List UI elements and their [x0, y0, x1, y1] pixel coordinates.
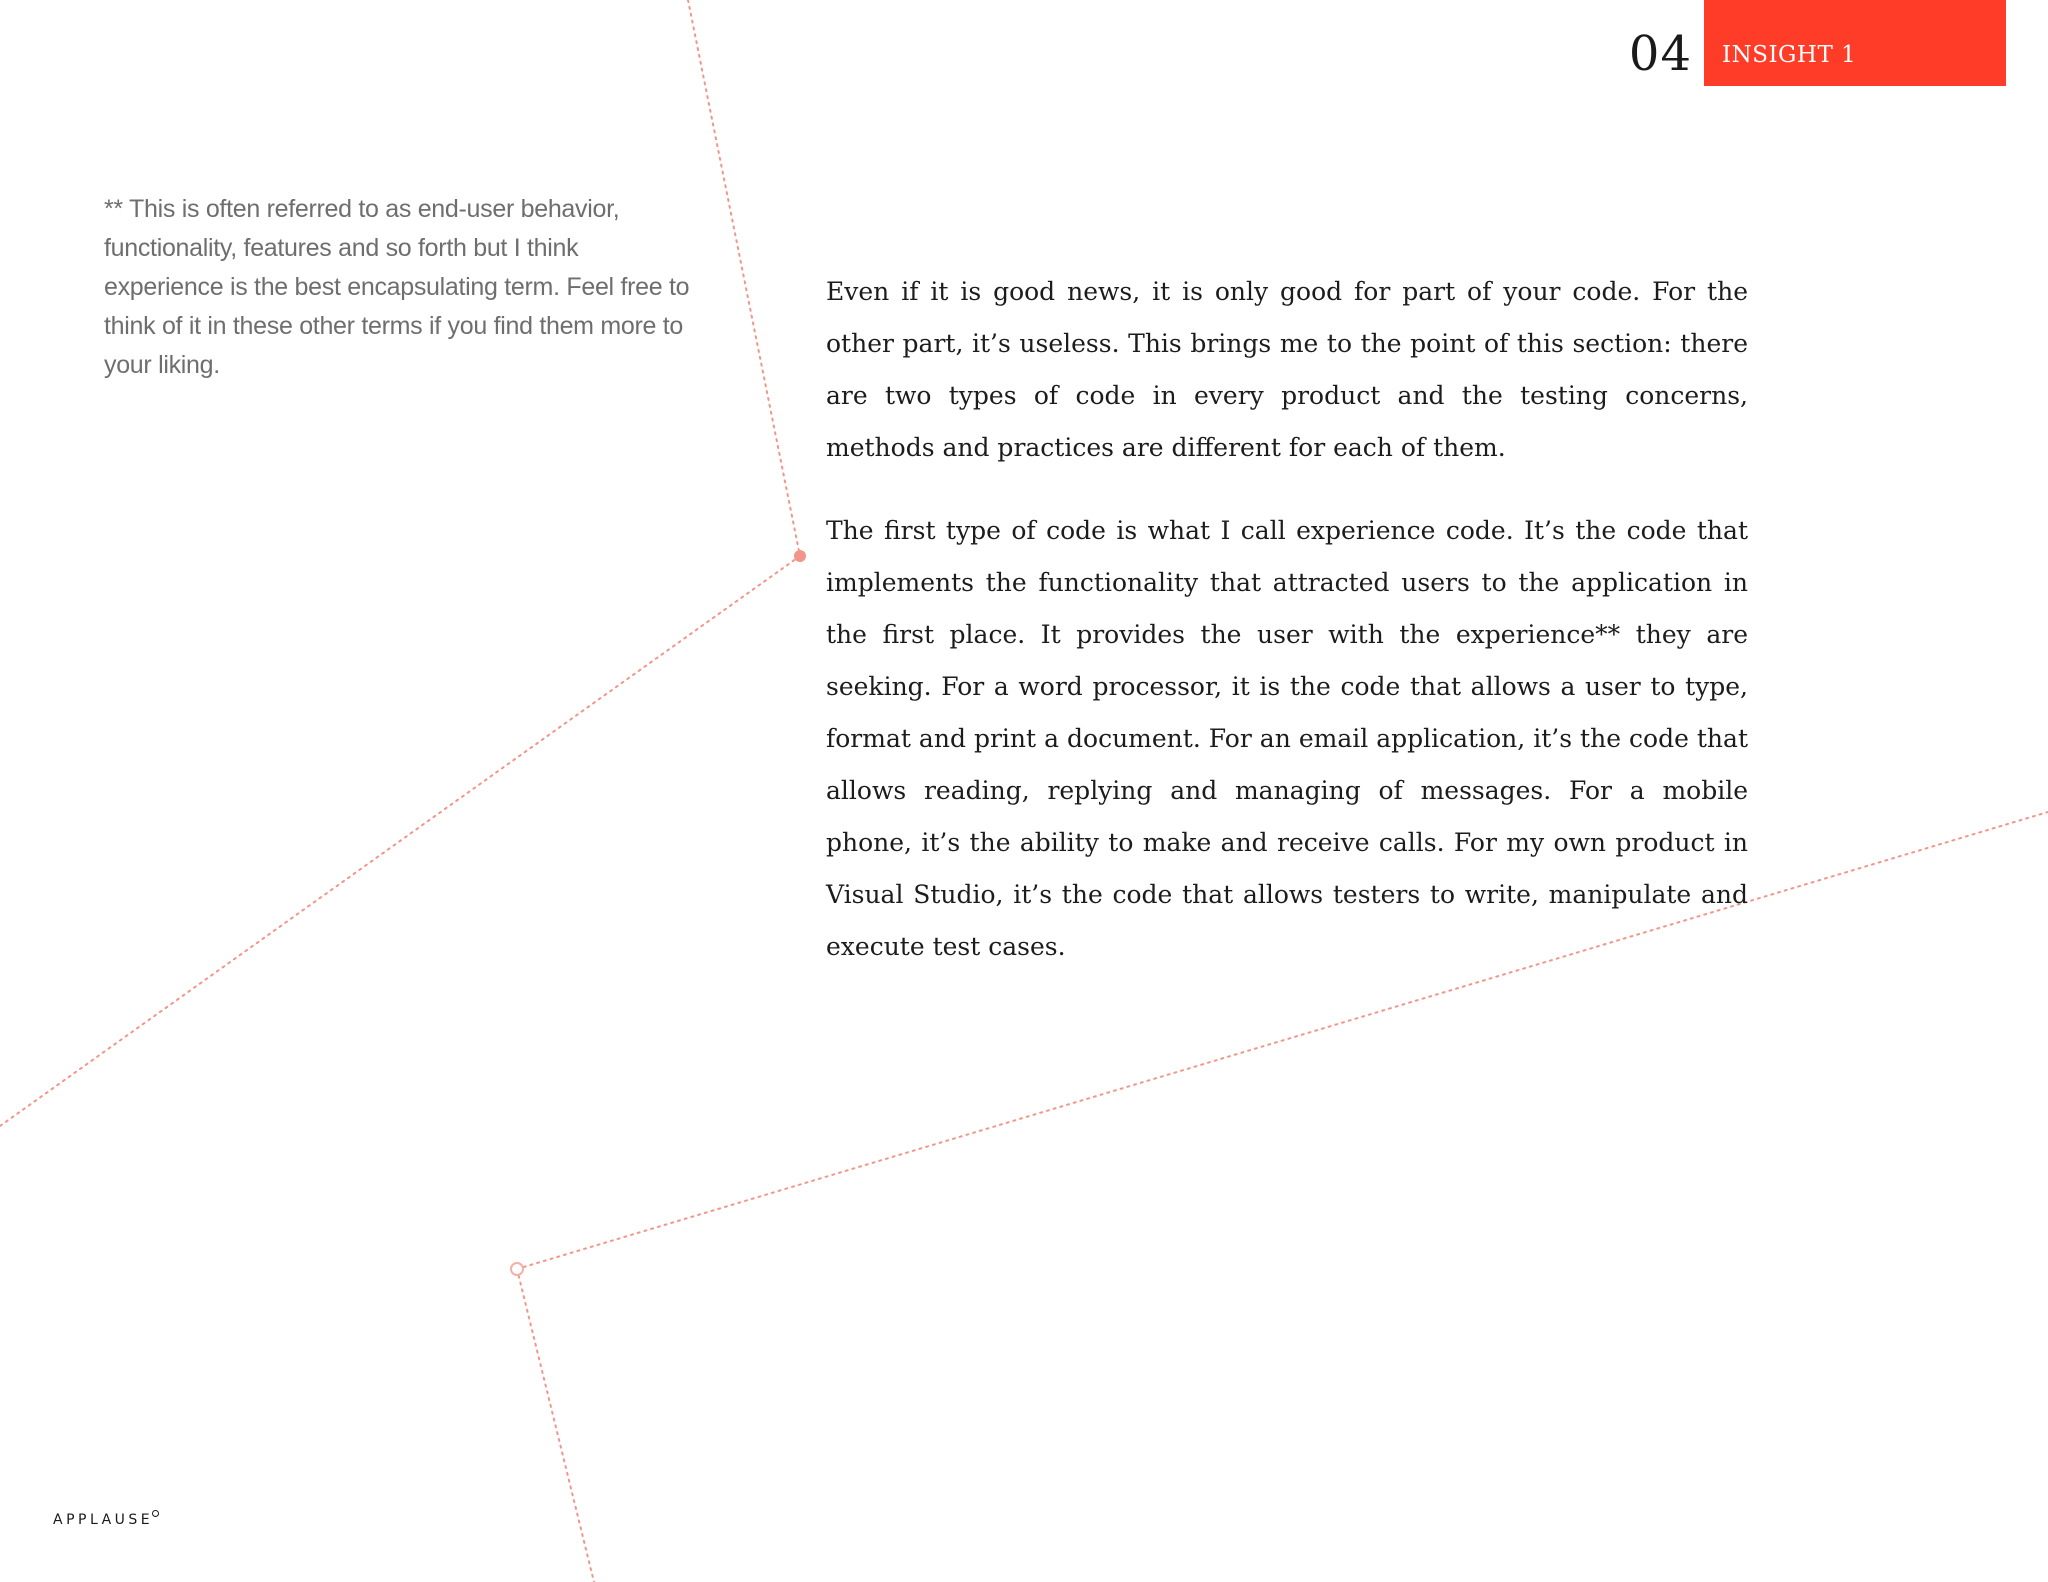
section-tab: [1704, 0, 2006, 86]
body-text: [826, 266, 1748, 1004]
brand-name: APPLAUSE: [53, 1512, 154, 1528]
ring-node-icon: [511, 1263, 523, 1275]
connector-line-left: [0, 556, 800, 1126]
connector-line-top: [688, 0, 800, 556]
brand-mark-icon: [152, 1510, 159, 1517]
paragraph: The first type of code is what I call experience code. It’s the code that implements the functionality that attracted users to the application in the first place. It provides the user with the experience** they are seeking. For a word processor, it is the code that allows a user to type, format and print a document. For an email application, it’s the code that allows reading, replying and managing of messages. For a mobile phone, it’s the ability to make and receive calls. For my own product in Visual Studio, it’s the code that allows testers to write, manipulate and execute test cases.: [826, 516, 1748, 961]
section-label: INSIGHT 1: [1722, 42, 1857, 68]
paragraph: Even if it is good news, it is only good for part of your code. For the other part, it’s useless. This brings me to the point of this section: there are two types of code in every product and the testing concerns, methods and practices are different for each of them.: [826, 277, 1748, 462]
connector-line-bottom: [517, 1269, 594, 1582]
brand-logo: [53, 1512, 159, 1528]
footnote: ** This is often referred to as end-user behavior, functionality, features and so forth but I think experience is the best encapsulating term. Feel free to think of it in these other terms if you find them more to your liking.: [104, 195, 690, 379]
page-number: 04: [1628, 26, 1692, 82]
dot-node-icon: [794, 550, 806, 562]
